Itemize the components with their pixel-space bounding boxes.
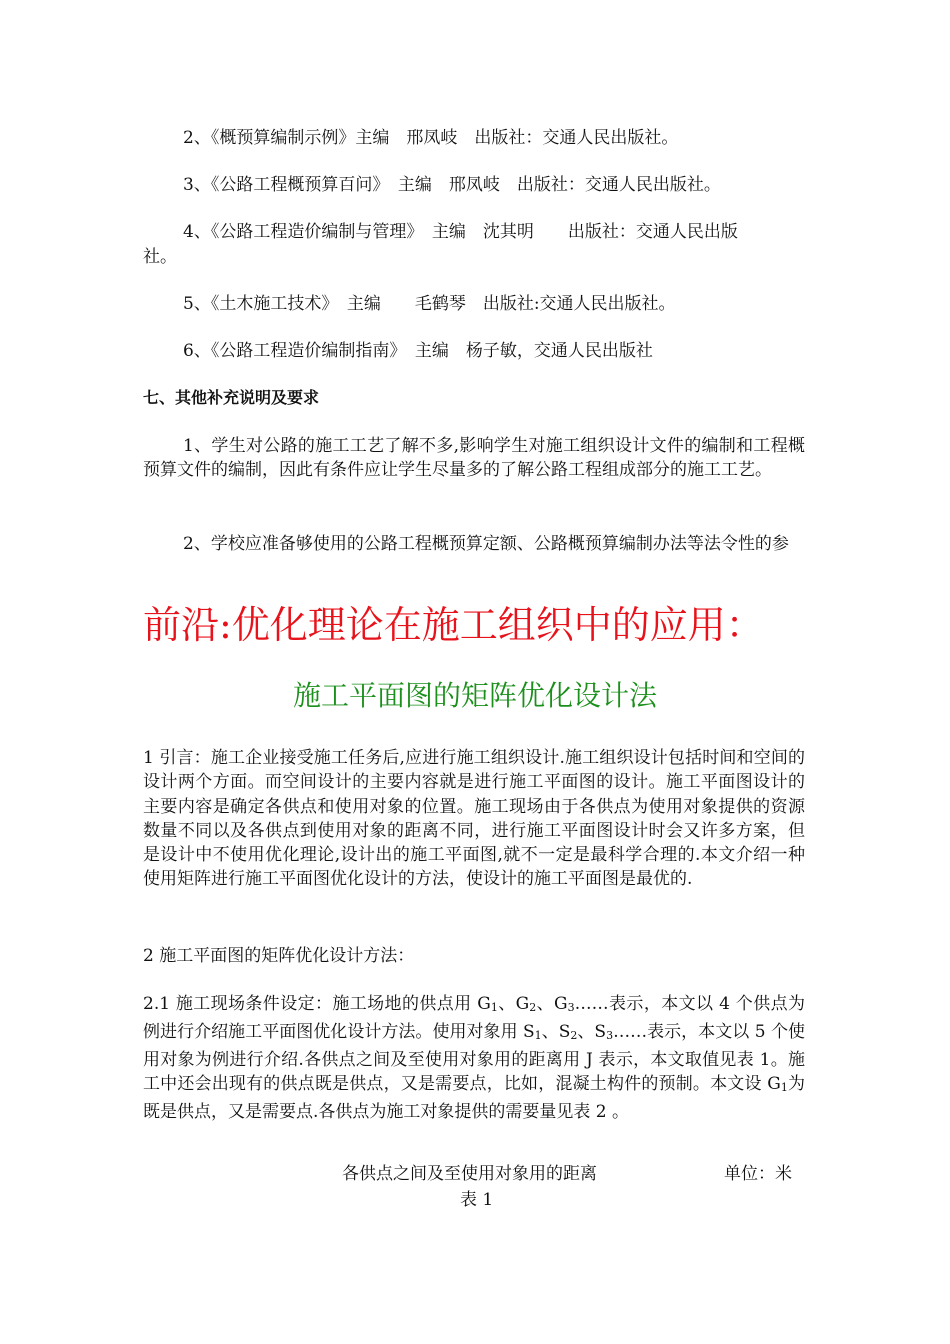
subscript-s3: 3	[606, 1029, 614, 1042]
reference-6: 6、《公路工程造价编制指南》 主编 杨子敏，交通人民出版社	[183, 341, 653, 361]
subscript-s2: 2	[570, 1029, 578, 1042]
s21-text-d: 为既是供点，又是需要点.各供点为施工对象提供的需要量见表 2 。	[143, 1074, 806, 1122]
method-heading: 2 施工平面图的矩阵优化设计方法：	[143, 946, 415, 966]
reference-4: 4、《公路工程造价编制与管理》 主编 沈其明 出版社：交通人民出版	[183, 222, 738, 242]
s21-sep-4: 、S	[577, 1022, 607, 1042]
reference-4-continuation: 社。	[143, 247, 177, 267]
section-7-item-1: 1、学生对公路的施工工艺了解不多,影响学生对施工组织设计文件的编制和工程概预算文件的编制，因此有条件应让学生尽量多的了解公路工程组成部分的施工工艺。	[143, 436, 805, 480]
section-7-item-2: 2、学校应准备够使用的公路工程概预算定额、公路概预算编制办法等法令性的参	[183, 534, 789, 554]
s21-text-c: ……表示，本文以 5 个使用对象为例进行介绍.各供点之间及至使用对象用的距离用 J 表示，本文取值见表 1。施工中还会出现有的供点既是供点，又是需要点，比如，混凝土构件的预制。本文设 G	[143, 1022, 805, 1094]
section-2-1-paragraph	[143, 992, 805, 1124]
subscript-s1: 1	[534, 1029, 542, 1042]
s21-sep-3: 、S	[541, 1022, 571, 1042]
reference-3: 3、《公路工程概预算百问》 主编 邢凤岐 出版社：交通人民出版社。	[183, 175, 721, 195]
s21-text-b: ……表示，本文以 4 个供点为例进行介绍施工平面图优化设计方法。使用对象用 S	[143, 994, 805, 1042]
table-1-caption-title: 各供点之间及至使用对象用的距离	[342, 1164, 597, 1184]
subscript-g1: 1	[490, 1001, 498, 1014]
red-section-title: 前沿:优化理论在施工组织中的应用：	[143, 603, 764, 647]
reference-5: 5、《土木施工技术》 主编 毛鹤琴 出版社:交通人民出版社。	[183, 294, 676, 314]
reference-2: 2、《概预算编制示例》主编 邢凤岐 出版社：交通人民出版社。	[183, 128, 679, 148]
table-1-label: 表 1	[460, 1190, 494, 1210]
s21-text-a: 2.1 施工现场条件设定：施工场地的供点用 G	[143, 994, 491, 1014]
green-paper-title: 施工平面图的矩阵优化设计法	[292, 679, 657, 712]
subscript-g1-second: 1	[780, 1081, 788, 1094]
introduction-paragraph: 1 引言：施工企业接受施工任务后,应进行施工组织设计.施工组织设计包括时间和空间的设计两个方面。而空间设计的主要内容就是进行施工平面图的设计。施工平面图设计的主要内容是确定各供点和使用对象的位置。施工现场由于各供点为使用对象提供的资源数量不同以及各供点到使用对象的距离不同，进行施工平面图设计时会又许多方案，但是设计中不使用优化理论,设计出的施工平面图,就不一定是最科学合理的.本文介绍一种使用矩阵进行施工平面图优化设计的方法，使设计的施工平面图是最优的.	[143, 748, 805, 890]
subscript-g3: 3	[567, 1001, 575, 1014]
s21-sep-2: 、G	[536, 994, 568, 1014]
table-1-unit: 单位：米	[724, 1164, 792, 1184]
s21-sep-1: 、G	[497, 994, 530, 1014]
subscript-g2: 2	[529, 1001, 537, 1014]
section-7-heading: 七、其他补充说明及要求	[143, 388, 320, 407]
